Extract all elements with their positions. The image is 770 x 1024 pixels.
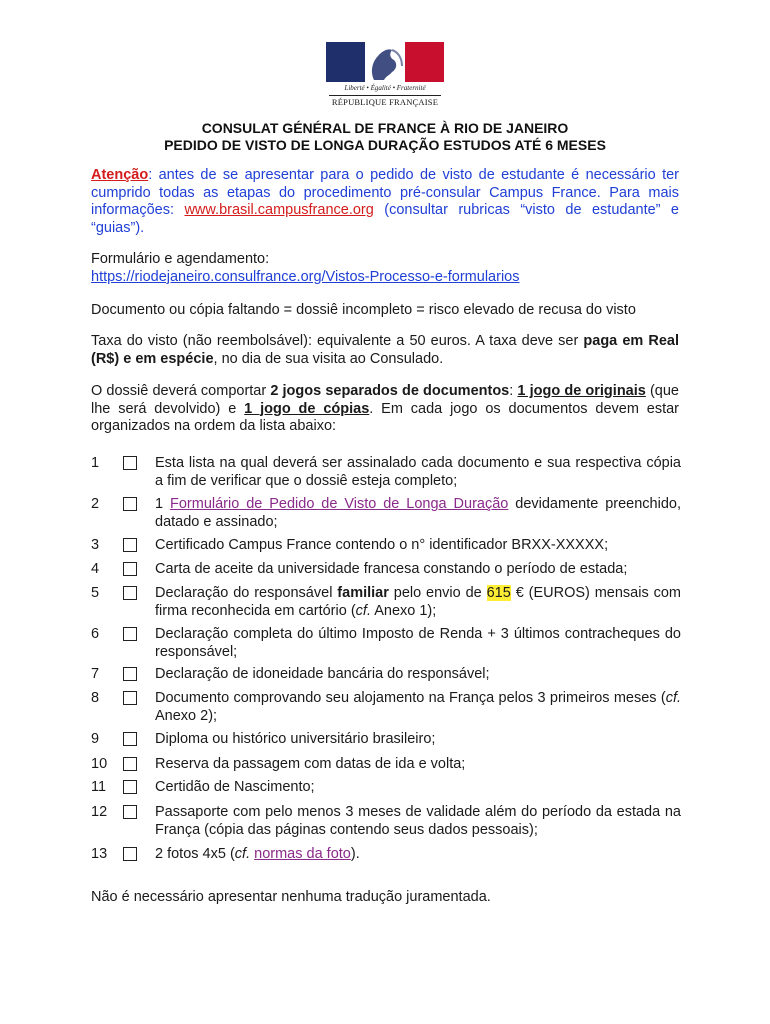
attention-text-1: : antes de se apresentar para o pedido de visto de estudante é necessário ter cumprido todas as etapas do procedimento pré-consular Campus France. Para mais informações: bbox=[91, 167, 679, 218]
title-line-1: CONSULAT GÉNÉRAL DE FRANCE À RIO DE JANEIRO bbox=[201, 120, 569, 136]
fee-text-2: , no dia de sua visita ao Consulado. bbox=[213, 350, 444, 367]
checkbox[interactable] bbox=[123, 732, 137, 746]
item-text: Declaração de idoneidade bancária do responsável; bbox=[155, 666, 490, 682]
item-number: 1 bbox=[91, 455, 100, 471]
form-section bbox=[91, 251, 679, 286]
item-text bbox=[155, 585, 681, 620]
fee-paragraph bbox=[91, 333, 679, 368]
item-text-italic: cf. bbox=[665, 690, 681, 706]
logo-divider bbox=[329, 95, 441, 96]
item-number: 7 bbox=[91, 666, 100, 682]
checkbox[interactable] bbox=[123, 847, 137, 861]
item-text bbox=[155, 496, 681, 531]
item-text: Reserva da passagem com datas de ida e volta; bbox=[155, 756, 466, 772]
item-text-pre: Documento comprovando seu alojamento na França pelos 3 primeiros meses ( bbox=[155, 690, 666, 706]
item-text: Diploma ou histórico universitário brasileiro; bbox=[155, 731, 436, 747]
item-text-bold: familiar bbox=[337, 585, 389, 601]
footer-note: Não é necessário apresentar nenhuma tradução juramentada. bbox=[91, 889, 491, 905]
missing-document-note: Documento ou cópia faltando = dossiê incompleto = risco elevado de recusa do visto bbox=[91, 302, 636, 318]
dossier-text-3: (que lhe será devolvido) e bbox=[91, 383, 679, 417]
attention-label: Atenção bbox=[91, 167, 149, 183]
dossier-text-2: : bbox=[509, 383, 518, 399]
item-number: 9 bbox=[91, 731, 100, 747]
item-text: Declaração completa do último Imposto de Renda + 3 últimos contracheques do responsável; bbox=[155, 626, 681, 660]
item-text-italic: cf. bbox=[234, 846, 251, 862]
checkbox[interactable] bbox=[123, 805, 137, 819]
dossier-bold-2: 1 jogo de originais bbox=[517, 383, 646, 399]
document-title bbox=[0, 120, 770, 154]
consulfrance-link[interactable]: https://riodejaneiro.consulfrance.org/Vistos-Processo-e-formularios bbox=[91, 268, 520, 285]
item-number: 5 bbox=[91, 585, 100, 601]
form-label: Formulário e agendamento: bbox=[91, 251, 270, 267]
attention-text-2: (consultar rubricas “visto de estudante” e “guias”). bbox=[91, 202, 679, 236]
dossier-bold-3: 1 jogo de cópias bbox=[244, 400, 370, 417]
dossier-text-1: O dossiê deverá comportar bbox=[91, 383, 271, 399]
item-number: 12 bbox=[91, 804, 108, 820]
title-line-2: PEDIDO DE VISTO DE LONGA DURAÇÃO ESTUDOS ATÉ 6 MESES bbox=[164, 137, 606, 153]
amount-highlight: 615 bbox=[486, 585, 511, 601]
item-number: 8 bbox=[91, 690, 100, 706]
item-text-post: Anexo 2); bbox=[155, 707, 218, 724]
item-text-pre: Declaração do responsável bbox=[155, 585, 338, 601]
checkbox[interactable] bbox=[123, 691, 137, 705]
fee-text-1: Taxa do visto (não reembolsável): equivalente a 50 euros. A taxa deve ser bbox=[91, 333, 584, 349]
logo-motto: Liberté • Égalité • Fraternité bbox=[344, 84, 426, 92]
item-text-post: ). bbox=[350, 846, 360, 862]
visa-form-link[interactable]: Formulário de Pedido de Visto de Longa Duração bbox=[169, 496, 509, 512]
dossier-bold-1: 2 jogos separados de documentos bbox=[270, 383, 510, 399]
checkbox[interactable] bbox=[123, 538, 137, 552]
campusfrance-link[interactable]: www.brasil.campusfrance.org bbox=[184, 202, 374, 218]
checkbox[interactable] bbox=[123, 456, 137, 470]
checkbox[interactable] bbox=[123, 667, 137, 681]
republique-francaise-logo bbox=[326, 42, 444, 108]
item-text-post-2: Anexo 1); bbox=[370, 602, 437, 619]
checkbox[interactable] bbox=[123, 627, 137, 641]
checkbox[interactable] bbox=[123, 586, 137, 600]
checkbox[interactable] bbox=[123, 562, 137, 576]
item-text bbox=[155, 690, 681, 725]
item-number: 4 bbox=[91, 561, 100, 577]
checkbox[interactable] bbox=[123, 497, 137, 511]
item-text: Esta lista na qual deverá ser assinalado cada documento e sua respectiva cópia a fim de verificar que o dossiê esteja completo; bbox=[155, 455, 681, 489]
item-number: 2 bbox=[91, 496, 100, 512]
item-number: 11 bbox=[91, 779, 107, 795]
item-text-post: devidamente preenchido, datado e assinado; bbox=[155, 496, 681, 530]
fee-bold: paga em Real (R$) e em espécie bbox=[91, 333, 679, 367]
item-text: Certidão de Nascimento; bbox=[155, 779, 315, 795]
checkbox[interactable] bbox=[123, 757, 137, 771]
item-text-pre: 2 fotos 4x5 ( bbox=[155, 846, 235, 862]
item-number: 6 bbox=[91, 626, 100, 642]
item-number: 13 bbox=[91, 846, 108, 862]
item-number: 3 bbox=[91, 537, 100, 553]
checkbox[interactable] bbox=[123, 780, 137, 794]
item-text-post: € (EUROS) mensais com firma reconhecida em cartório ( bbox=[155, 585, 681, 619]
dossier-paragraph bbox=[91, 383, 679, 436]
item-text-italic: cf. bbox=[355, 602, 371, 619]
item-text-pre: 1 bbox=[155, 496, 170, 512]
marianne-flag-icon bbox=[326, 42, 444, 82]
item-text: Certificado Campus France contendo o n° identificador BRXX-XXXXX; bbox=[155, 537, 609, 553]
attention-paragraph bbox=[91, 167, 679, 237]
logo-name: RÉPUBLIQUE FRANÇAISE bbox=[331, 97, 439, 107]
item-text-mid: pelo envio de bbox=[388, 585, 487, 601]
item-text: Passaporte com pelo menos 3 meses de validade além do período da estada na França (cópia das páginas contendo seus dados pessoais); bbox=[155, 804, 681, 838]
dossier-text-4: . Em cada jogo os documentos devem estar organizados na ordem da lista abaixo: bbox=[91, 400, 680, 434]
photo-standards-link[interactable]: normas da foto bbox=[254, 846, 351, 862]
item-text: Carta de aceite da universidade francesa constando o período de estada; bbox=[155, 561, 628, 577]
item-number: 10 bbox=[91, 756, 108, 772]
item-text bbox=[155, 846, 681, 864]
